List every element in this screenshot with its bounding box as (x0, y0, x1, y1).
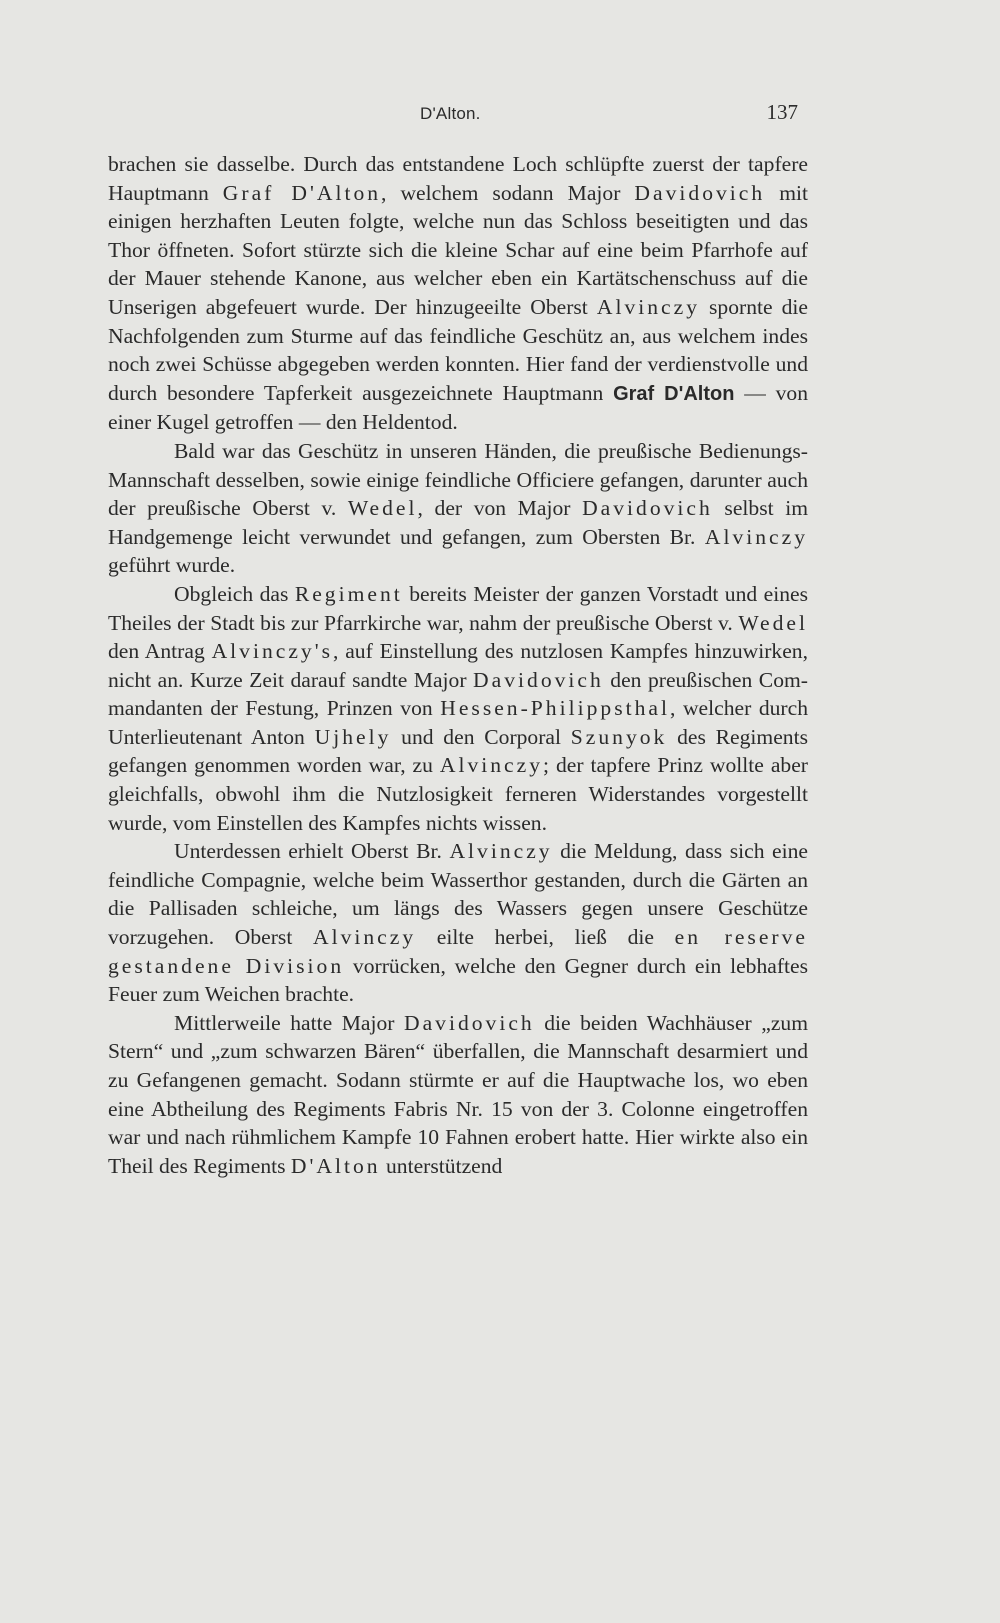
text-run: unterstützend (380, 1153, 503, 1178)
text-run: die Meldung, dass sich eine feindliche Compagnie, welche beim Wasserthor gestanden, durch die Gärten an die Pallisaden schleiche, um längs des Wassers gegen unsere Geschütze vorzugehen. Oberst (108, 839, 808, 950)
spaced-name: Alvinczy (596, 294, 700, 319)
spaced-name: D'Alton (290, 1153, 381, 1178)
paragraph-2 (108, 437, 808, 580)
text-run: selbst im Handgemenge leicht verwundet und gefangen, zum Obersten Br. (108, 496, 809, 549)
spaced-name: Hessen-Philippsthal (440, 696, 670, 721)
text-run: eilte herbei, ließ die (416, 925, 675, 950)
paragraph-4 (108, 837, 808, 1009)
text-run: mit einigen herzhaften Leuten folgte, welche nun das Schloss beseitigten und das Thor öffneten. Sofort stürzte sich die kleine Schar auf eine beim Pfarrhofe auf der Mauer stehende Kanone, aus welcher eben ein Kartätschenschuss auf die Unserigen abgefeuert wurde. Der hinzugeeilte Oberst (108, 180, 808, 319)
text-run: , welcher durch Unterlieutenant Anton (108, 696, 808, 749)
text-run: Bald war das Geschütz in unseren Händen, die preußische Bedienungs-Mannschaft desselben, sowie einige feindliche Officiere gefangen, darunter auch der preußische Oberst v. (108, 438, 808, 521)
spaced-name: Graf D'Alton (222, 180, 382, 205)
text-run: — von einer Kugel getroffen — den Heldentod. (108, 380, 808, 435)
text-run: Obgleich das (174, 581, 295, 606)
spaced-name: Alvinczy's (211, 639, 334, 664)
paragraph-5 (108, 1009, 808, 1181)
spaced-name: Davidovich (403, 1010, 535, 1035)
spaced-name: Davidovich (634, 180, 766, 205)
paragraph-1 (108, 150, 808, 437)
spaced-name: en reserve gestandene Division (108, 925, 808, 978)
paragraph-3 (108, 580, 808, 837)
text-run: vorrücken, welche den Gegner durch ein lebhaftes Feuer zum Weichen brachte. (108, 953, 809, 1007)
text-run: bereits Meister der ganzen Vorstadt und eines Theiles der Stadt bis zur Pfarrkirche war, nahm der preußische Oberst v. (108, 581, 808, 635)
text-run: geführt wurde. (108, 553, 236, 578)
text-run: den preußischen Commandanten der Festung, Prinzen von (108, 667, 808, 721)
spaced-name: Alvinczy (449, 839, 553, 864)
spaced-name: Alvinczy (312, 925, 417, 950)
text-run: , der von Major (417, 496, 583, 521)
spaced-name: Davidovich (473, 667, 604, 692)
body-text (108, 150, 808, 1180)
text-run: , welchem sodann Major (381, 180, 635, 205)
text-run: die beiden Wachhäuser „zum Stern“ und „zum schwarzen Bären“ überfallen, die Mannschaft desarmiert und zu Gefangenen gemacht. Sodann stürmte er auf die Hauptwache los, wo eben eine Abtheilung des Regiments Fabris Nr. 15 von der 3. Colonne eingetroffen war und nach rühmlichem Kampfe 10 Fahnen erobert hatte. Hier wirkte also ein Theil des Regiments (108, 1010, 808, 1178)
spaced-name: Ujhely (314, 724, 392, 749)
page-header (108, 100, 798, 130)
text-run: des Regiments gefangen genommen worden war, zu (108, 724, 809, 778)
text-run: spornte die Nachfolgenden zum Sturme auf das feindliche Geschütz an, aus welchem indes noch zwei Schüsse abgegeben werden konnten. Hier fand der verdienstvolle und durch besondere Tapferkeit ausgezeichnete Hauptmann (108, 294, 809, 405)
text-run: und den Corporal (391, 724, 571, 749)
spaced-name: Alvinczy (704, 524, 808, 549)
spaced-name: Regiment (294, 581, 403, 606)
bold-name: Graf D'Alton (613, 382, 735, 405)
spaced-name: Wedel (347, 496, 418, 521)
text-run: brachen sie dasselbe. Durch das entstandene Loch schlüpfte zuerst der tapfere Hauptmann (108, 152, 808, 205)
spaced-name: Alvinczy (439, 753, 544, 778)
text-run: , auf Einstellung des nutzlosen Kampfes hinzuwirken, nicht an. Kurze Zeit darauf sandte Major (108, 639, 808, 692)
text-run: Unterdessen erhielt Oberst Br. (174, 839, 450, 864)
spaced-name: Szunyok (570, 724, 668, 749)
text-run: den Antrag (108, 639, 212, 664)
page-number: 137 (766, 100, 798, 124)
text-run: Mittlerweile hatte Major (174, 1010, 404, 1035)
running-head: D'Alton. (420, 104, 481, 123)
spaced-name: Davidovich (582, 496, 713, 521)
text-run: ; der tapfere Prinz wollte aber gleichfalls, obwohl ihm die Nutzlosigkeit ferneren Widerstandes vorgestellt wurde, vom Einstellen des Kampfes nichts wissen. (108, 753, 808, 835)
spaced-name: Wedel (738, 610, 808, 635)
